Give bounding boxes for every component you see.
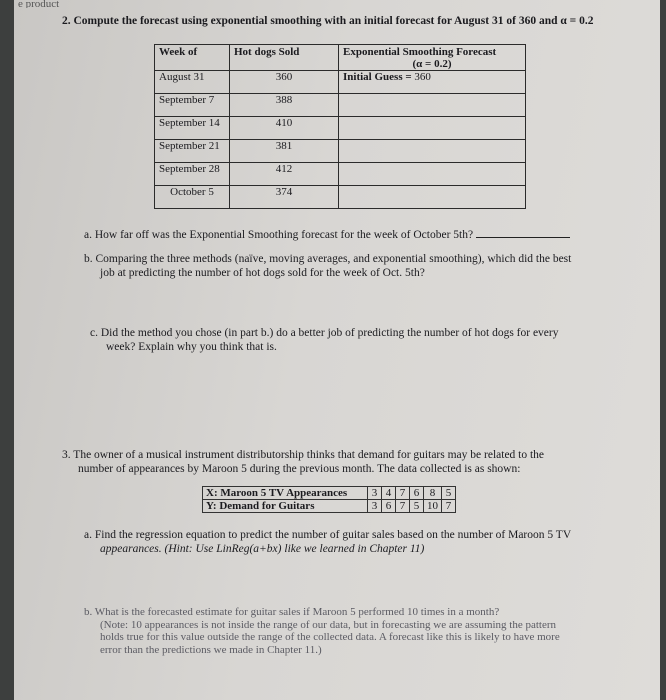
forecast-table-header-row [155,45,526,71]
week-cell: September 14 [155,117,230,140]
forecast-cell [339,117,526,140]
alpha-label: (α = 0.2) [412,58,452,70]
table-row [155,71,526,94]
y-value: 5 [410,500,424,513]
forecast-cell [339,94,526,117]
question-3b [84,606,654,656]
answer-blank[interactable] [476,227,570,238]
y-value: 10 [424,500,442,513]
x-value: 8 [424,487,442,500]
sold-cell: 388 [230,94,339,117]
sold-cell: 360 [230,71,339,94]
question-2-prompt: 2. Compute the forecast using exponential smoothing with an initial forecast for August 31 of 360 and α = 0.2 [62,15,594,27]
table-row [155,94,526,117]
sold-cell: 374 [230,186,339,209]
initial-guess-value: 360 [414,71,431,83]
question-2a-text: a. How far off was the Exponential Smoothing forecast for the week of October 5th? [84,229,474,241]
sold-cell: 381 [230,140,339,163]
table-row [155,163,526,186]
y-label: Y: Demand for Guitars [203,500,368,513]
header-exp-smoothing [339,45,526,71]
y-value: 7 [442,500,456,513]
week-cell: September 28 [155,163,230,186]
y-value: 6 [382,500,396,513]
question-2c-line2: week? Explain why you think that is. [106,341,277,353]
exp-smoothing-title: Exponential Smoothing Forecast [343,46,497,58]
week-cell: August 31 [155,71,230,94]
question-2b [84,252,644,280]
question-2c [90,326,650,354]
question-3-line2: number of appearances by Maroon 5 during the previous month. The data collected is as shown: [78,463,521,475]
forecast-cell [339,140,526,163]
header-hot-dogs-sold: Hot dogs Sold [230,45,339,71]
question-2c-line1: c. Did the method you chose (in part b.) do a better job of predicting the number of hot dogs for every [90,327,559,339]
y-value: 3 [368,500,382,513]
x-row [203,487,456,500]
x-value: 5 [442,487,456,500]
forecast-table [154,44,526,209]
question-2a [84,227,570,242]
header-week-of: Week of [155,45,230,71]
week-cell: September 21 [155,140,230,163]
question-3b-line1: b. What is the forecasted estimate for guitar sales if Maroon 5 performed 10 times in a month? [84,606,500,618]
forecast-cell [339,163,526,186]
x-label: X: Maroon 5 TV Appearances [203,487,368,500]
question-2b-line1: b. Comparing the three methods (naïve, moving averages, and exponential smoothing), which did the best [84,253,572,265]
question-3-line1: 3. The owner of a musical instrument distributorship thinks that demand for guitars may be related to the [62,449,545,461]
initial-guess-label: Initial Guess = [343,71,412,83]
sold-cell: 410 [230,117,339,140]
question-2b-line2: job at predicting the number of hot dogs sold for the week of Oct. 5th? [100,267,425,279]
question-3a-line1: a. Find the regression equation to predict the number of guitar sales based on the number of Maroon 5 TV [84,529,572,541]
x-value: 4 [382,487,396,500]
question-3b-line4: error than the predictions we made in Chapter 11.) [100,643,322,656]
week-cell: October 5 [155,186,230,209]
table-row [155,186,526,209]
question-3b-line2: (Note: 10 appearances is not inside the range of our data, but in forecasting we are assuming the pattern [100,618,557,631]
x-value: 3 [368,487,382,500]
y-row [203,500,456,513]
table-row [155,117,526,140]
header-fragment: e product [18,0,60,8]
question-3a-line2: appearances. (Hint: Use LinReg(a+bx) like we learned in Chapter 11) [100,543,425,555]
question-3b-line3: holds true for this value outside the range of the collected data. A forecast like this is likely to have more [100,631,560,643]
sold-cell: 412 [230,163,339,186]
forecast-cell [339,186,526,209]
week-cell: September 7 [155,94,230,117]
x-value: 7 [396,487,410,500]
y-value: 7 [396,500,410,513]
table-row [155,140,526,163]
question-3-prompt [62,448,642,476]
maroon5-data-table [202,486,456,513]
forecast-cell [339,71,526,94]
worksheet-page [14,0,660,700]
x-value: 6 [410,487,424,500]
question-3a [84,528,654,556]
